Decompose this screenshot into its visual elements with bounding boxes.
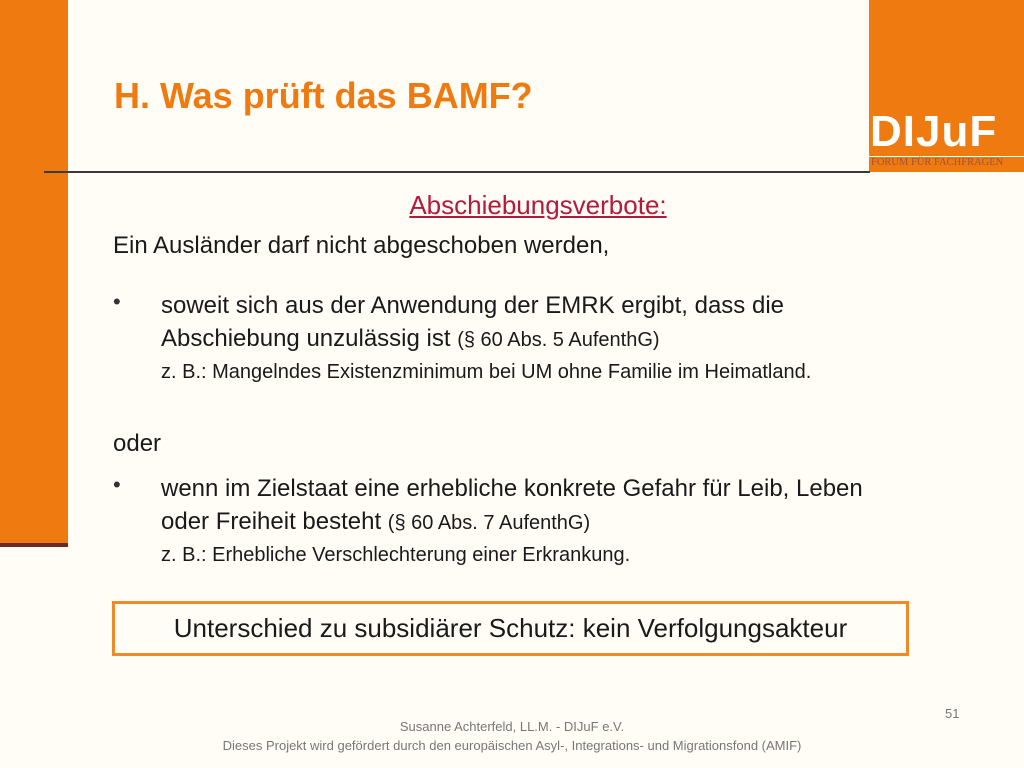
connector-text: oder [113, 430, 162, 457]
intro-text: Ein Ausländer darf nicht abgeschoben werden, [113, 232, 610, 259]
bullet-text: wenn im Zielstaat eine erhebliche konkrete Gefahr für Leib, Leben oder Freiheit besteht [161, 475, 863, 535]
logo-subtitle: FORUM FÜR FACHFRAGEN [871, 157, 1004, 168]
bullet-example: z. B.: Mangelndes Existenzminimum bei UM ohne Familie im Heimatland. [161, 361, 812, 383]
slide-title: H. Was prüft das BAMF? [114, 75, 533, 116]
legal-reference: (§ 60 Abs. 7 AufenthG) [387, 512, 591, 534]
logo: DIJuF [870, 107, 998, 156]
section-heading: Abschiebungsverbote: [409, 190, 667, 220]
left-accent-bar-shadow [0, 543, 68, 547]
bullet-marker: • [113, 289, 121, 314]
bullet-item [113, 472, 903, 570]
highlight-note-text: Unterschied zu subsidiärer Schutz: kein Verfolgungsakteur [173, 613, 848, 643]
title-divider [44, 171, 870, 173]
footer-author: Susanne Achterfeld, LL.M. - DIJuF e.V. [399, 719, 625, 734]
bullet-text: soweit sich aus der Anwendung der EMRK ergibt, dass die Abschiebung unzulässig ist [161, 292, 785, 352]
footer-funding-note: Dieses Projekt wird gefördert durch den europäischen Asyl-, Integrations- und Migrationsfond (AMIF) [222, 738, 802, 753]
page-number: 51 [945, 706, 960, 721]
bullet-item [113, 289, 903, 387]
highlight-note-box [112, 601, 909, 656]
bullet-example: z. B.: Erhebliche Verschlechterung einer Erkrankung. [161, 544, 631, 566]
bullet-marker: • [113, 472, 121, 497]
left-accent-bar [0, 0, 68, 543]
legal-reference: (§ 60 Abs. 5 AufenthG) [457, 329, 660, 351]
